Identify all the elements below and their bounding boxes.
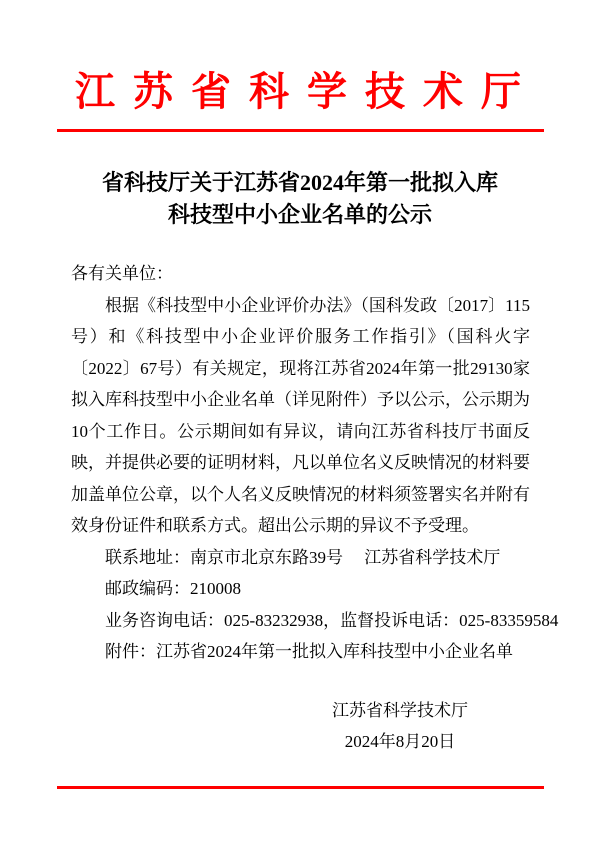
document-body <box>71 258 559 758</box>
document-title-line2: 科技型中小企业名单的公示 <box>167 202 432 227</box>
contact-address-line: 联系地址：南京市北京东路39号 江苏省科学技术厅 <box>105 547 501 567</box>
salutation: 各有关单位： <box>71 264 173 283</box>
document-title <box>40 167 560 231</box>
signature-date: 2024年8月20日 <box>344 732 456 751</box>
body-paragraph: 根据《科技型中小企业评价办法》（国科发政〔2017〕115号）和《科技型中小企业评价服务工作指引》（国科火字〔2022〕67号）有关规定，现将江苏省2024年第一批29130家拟入库科技型中小企业名单（详见附件）予以公示，公示期为10个工作日。公示期间如有异议，请向江苏省科技厅书面反映，并提供必要的证明材料，凡以单位名义反映情况的材料要加盖单位公章，以个人名义反映情况的材料须签署实名并附有效身份证件和联系方式。超出公示期的异议不予受理。 <box>71 295 530 535</box>
signature-agency: 江苏省科学技术厅 <box>332 700 468 720</box>
contact-phones-line: 业务咨询电话：025-83232938，监督投诉电话：025-83359584 <box>105 610 559 630</box>
attachment-line: 附件：江苏省2024年第一批拟入库科技型中小企业名单 <box>105 642 513 661</box>
letterhead-agency-name: 江 苏 省 科 学 技 术 厅 <box>75 69 525 114</box>
footer-divider-rule <box>57 786 544 789</box>
letterhead-divider-rule <box>57 129 544 132</box>
signature-block <box>332 695 468 758</box>
document-title-line1: 省科技厅关于江苏省2024年第一批拟入库 <box>101 170 498 195</box>
contact-postal-code-line: 邮政编码：210008 <box>105 579 241 598</box>
